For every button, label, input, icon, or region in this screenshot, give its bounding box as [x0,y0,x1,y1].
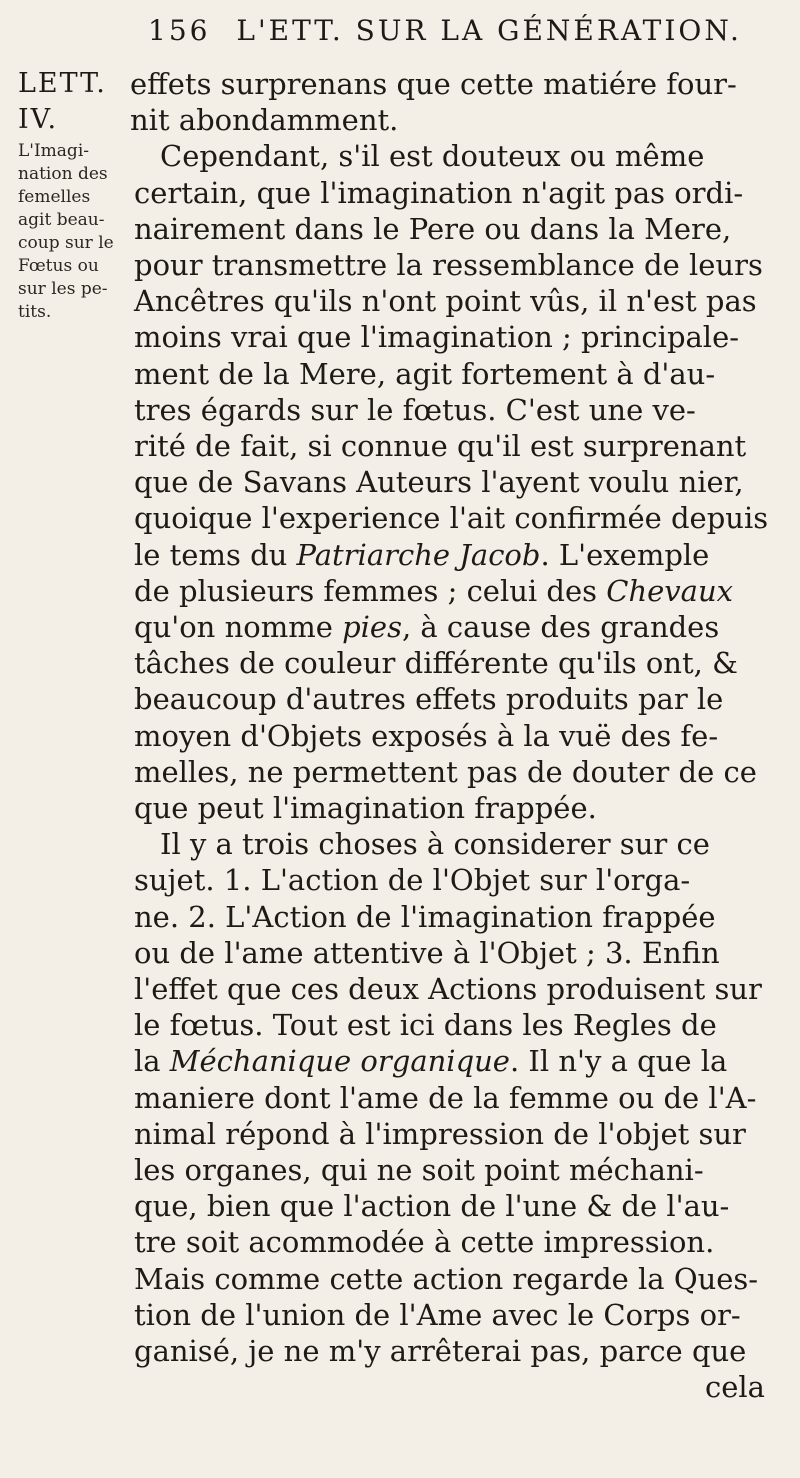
running-title: L'ETT. SUR LA GÉNÉRATION. [236,14,742,47]
margin-note-line: tits. [18,302,52,322]
text-line: ment de la Mere, agit fortement à d'au- [134,356,716,391]
text-line: effets surprenans que cette matiére four- [130,67,737,101]
text-line: ganisé, je ne m'y arrêterai pas, parce que [134,1334,747,1368]
text-line: le tems du Patriarche Jacob. L'exemple [134,537,710,572]
text-line: nit abondamment. [130,103,399,138]
margin-note-line: coup sur le [18,233,114,253]
text-line: ne. 2. L'Action de l'imagination frappée [134,899,716,934]
margin-note-line: nation des [18,164,108,184]
italic-term: pies [342,610,402,644]
text-line: nimal répond à l'impression de l'objet sur [134,1116,746,1151]
margin-note [18,140,128,324]
margin-note-line: agit beau- [18,210,105,230]
text-line: Cependant, s'il est douteux ou même [160,139,705,174]
text-line: tâches de couleur différente qu'ils ont, & [134,646,738,681]
text-line: maniere dont l'ame de la femme ou de l'A- [134,1080,757,1115]
text-line: l'effet que ces deux Actions produisent sur [134,972,762,1006]
text-line: qu'on nomme pies, à cause des grandes [134,610,720,644]
text-line: certain, que l'imagination n'agit pas ordi- [134,175,744,210]
text-line: Ancêtres qu'ils n'ont point vûs, il n'est pas [134,284,757,319]
text-line: nairement dans le Pere ou dans la Mere, [134,211,732,246]
text-line: ou de l'ame attentive à l'Objet ; 3. Enfin [134,935,720,970]
page-number: 156 [148,14,211,47]
italic-term: Méchanique organique [169,1044,510,1079]
letter-label [18,66,107,138]
italic-term: Patriarche Jacob [296,537,541,572]
text-line: melles, ne permettent pas de douter de ce [134,754,757,789]
text-line: tres égards sur le fœtus. C'est une ve- [134,392,696,427]
text-line: tion de l'union de l'Ame avec le Corps or- [134,1297,741,1332]
text-line: le fœtus. Tout est ici dans les Regles de [134,1008,717,1043]
text-line: que, bien que l'action de l'une & de l'au- [134,1189,730,1224]
margin-note-line: Fœtus ou [18,256,99,276]
text-line: tre soit acommodée à cette impression. [134,1225,715,1260]
text-line: les organes, qui ne soit point méchani- [134,1153,704,1187]
letter-label-line: LETT. [18,68,107,99]
margin-note-line: L'Imagi- [18,141,89,161]
margin-note-line: sur les pe- [18,279,108,299]
text-line: quoique l'experience l'ait confirmée depuis [134,501,769,536]
margin-note-line: femelles [18,187,91,207]
text-line: cela [705,1370,765,1405]
text-line: la Méchanique organique. Il n'y a que la [134,1044,728,1079]
text-line: pour transmettre la ressemblance de leurs [134,248,763,282]
text-line: sujet. 1. L'action de l'Objet sur l'orga- [134,863,691,898]
italic-term: Chevaux [606,573,733,608]
letter-label-line: IV. [18,104,59,135]
text-line: que peut l'imagination frappée. [134,791,597,825]
text-line: beaucoup d'autres effets produits par le [134,682,724,717]
text-line: que de Savans Auteurs l'ayent voulu nier, [134,465,744,500]
text-line: rité de fait, si connue qu'il est surprenant [134,429,747,463]
text-line: Il y a trois choses à considerer sur ce [160,827,710,862]
text-line: Mais comme cette action regarde la Ques- [134,1261,759,1296]
running-header [148,14,788,47]
text-line: moins vrai que l'imagination ; principale- [134,320,740,355]
text-line: de plusieurs femmes ; celui des Chevaux [134,573,733,608]
text-line: moyen d'Objets exposés à la vuë des fe- [134,718,719,753]
